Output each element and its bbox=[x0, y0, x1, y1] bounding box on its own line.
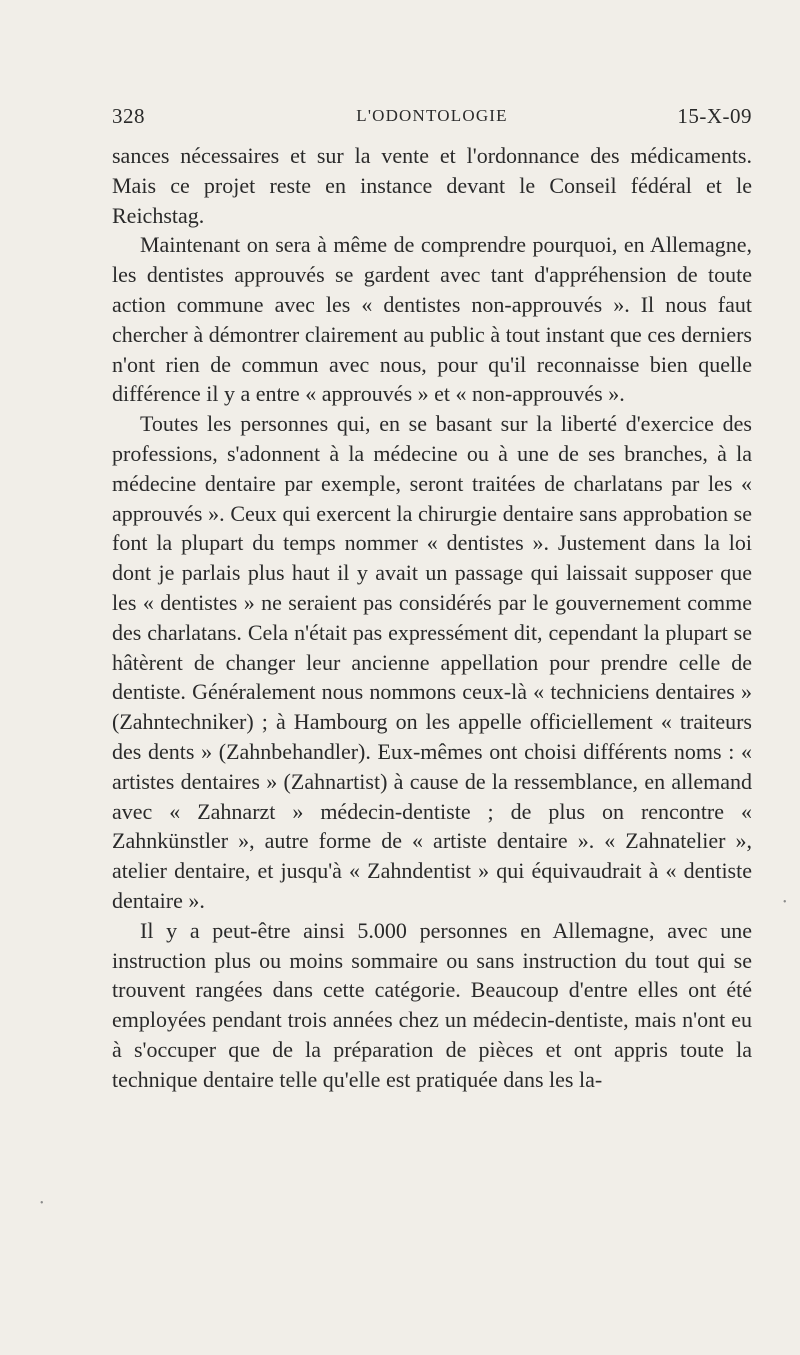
margin-speck: • bbox=[40, 1198, 44, 1209]
issue-date: 15-X-09 bbox=[677, 104, 752, 128]
body-text bbox=[112, 141, 752, 1095]
page-header bbox=[112, 104, 752, 134]
page-number: 328 bbox=[112, 104, 145, 128]
paragraph-3: Toutes les personnes qui, en se basant sur la liberté d'exercice des professions, s'adonnent à la médecine ou à une de ses branches, à la médecine dentaire par exemple, seront traitées de charlatans par les « approuvés ». Ceux qui exercent la chirurgie dentaire sans approbation se font la plupart du temps nommer « dentistes ». Justement dans la loi dont je parlais plus haut il y avait un passage qui laissait supposer que les « dentistes » ne seraient pas considérés par le gouvernement comme des charlatans. Cela n'était pas expressément dit, cependant la plupart se hâtèrent de changer leur ancienne appellation pour prendre celle de dentiste. Généralement nous nommons ceux-là « techniciens dentaires » (Zahntechniker) ; à Hambourg on les appelle officiellement « traiteurs des dents » (Zahnbehandler). Eux-mêmes ont choisi différents noms : « artistes dentaires » (Zahnartist) à cause de la ressemblance, en allemand avec « Zahnarzt » médecin-dentiste ; de plus on rencontre « Zahnkünstler », autre forme de « artiste dentaire ». « Zahnatelier », atelier dentaire, et jusqu'à « Zahndentist » qui équivaudrait à « dentiste dentaire ». bbox=[112, 411, 752, 913]
paragraph-1: sances nécessaires et sur la vente et l'ordonnance des médicaments. Mais ce projet reste en instance devant le Conseil fédéral et le Reichstag. bbox=[112, 143, 752, 228]
margin-speck: • bbox=[783, 897, 787, 908]
paragraph-4: Il y a peut-être ainsi 5.000 personnes en Allemagne, avec une instruction plus ou moins sommaire ou sans instruction du tout qui se trouvent rangées dans cette catégorie. Beaucoup d'entre elles ont été employées pendant trois années chez un médecin-dentiste, mais n'ont eu à s'occuper que de la préparation de pièces et ont appris toute la technique dentaire telle qu'elle est pratiquée dans les la- bbox=[112, 917, 752, 1092]
running-title: L'ODONTOLOGIE bbox=[356, 106, 508, 125]
paragraph-2: Maintenant on sera à même de comprendre pourquoi, en Allemagne, les dentistes approuvés se gardent avec tant d'appréhension de toute action commune avec les « dentistes non-approuvés ». Il nous faut chercher à démontrer clairement au public à tout instant que ces derniers n'ont rien de commun avec nous, pour qu'il reconnaisse bien quelle différence il y a entre « approuvés » et « non-approuvés ». bbox=[112, 232, 752, 407]
